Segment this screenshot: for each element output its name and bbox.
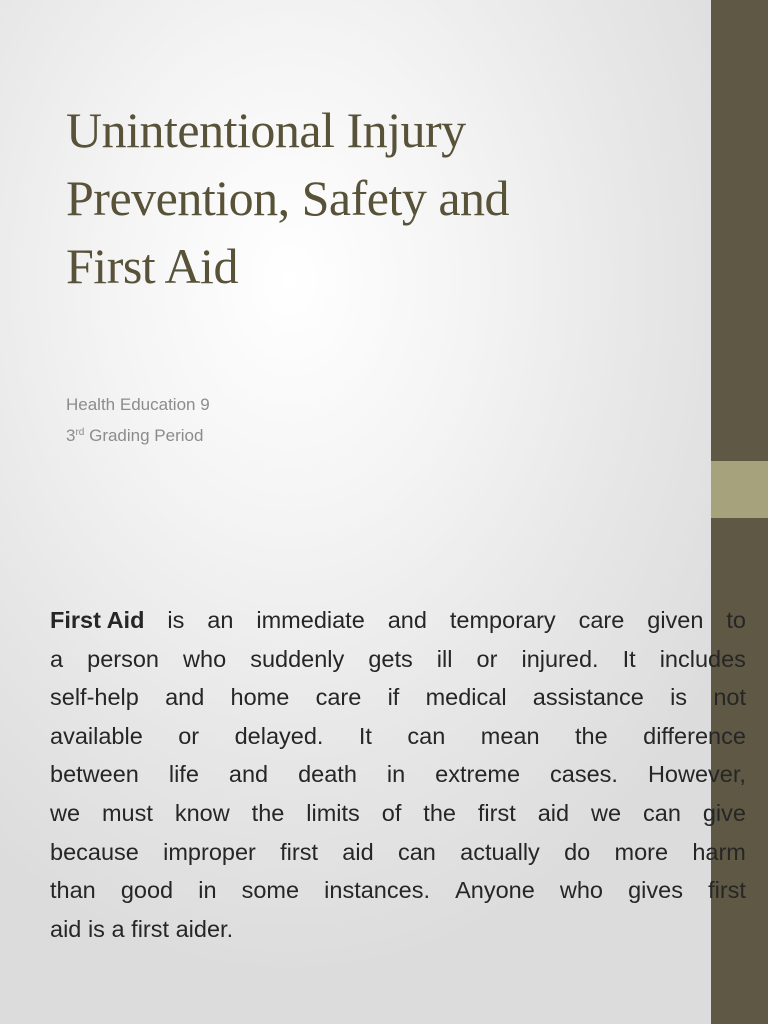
body-word: not [713, 684, 746, 711]
slide-title [66, 96, 686, 300]
body-word: and [387, 607, 427, 633]
body-word: care [315, 684, 362, 711]
body-paragraph [50, 601, 746, 948]
body-word: or [476, 645, 498, 672]
body-word: improper [163, 838, 256, 865]
body-word: care [578, 607, 625, 633]
body-word: limits [306, 799, 360, 826]
body-word: or [178, 722, 200, 749]
body-word: to [726, 607, 746, 633]
body-word: the [423, 799, 456, 826]
body-word: a [50, 645, 64, 672]
body-line [50, 833, 746, 872]
body-word: give [702, 799, 746, 826]
period-label: Grading Period [84, 426, 204, 445]
body-word: is [87, 915, 105, 942]
body-word: assistance [532, 684, 644, 711]
body-word: in [198, 877, 217, 904]
body-word: suddenly [250, 645, 345, 672]
body-word: death [298, 761, 357, 788]
body-word: gets [368, 645, 413, 672]
body-line [50, 755, 746, 794]
body-word: extreme [435, 761, 521, 788]
body-word: an [207, 607, 234, 633]
body-word: cases. [550, 761, 618, 788]
body-word: person [87, 645, 159, 672]
side-bar-accent [711, 461, 768, 518]
body-word: in [386, 761, 406, 788]
body-word: Anyone [455, 877, 535, 904]
title-line: Prevention, Safety and [66, 170, 510, 226]
body-word: It [358, 722, 372, 749]
body-word: instances. [324, 877, 430, 904]
body-word: a [111, 915, 125, 942]
body-word: because [50, 838, 139, 865]
slide-subtitle [66, 389, 210, 451]
body-word: is [670, 684, 688, 711]
body-word: between [50, 761, 139, 788]
period-ordinal-suffix: rd [75, 427, 85, 438]
body-word: the [251, 799, 285, 826]
body-word: first [131, 915, 170, 942]
body-word: know [174, 799, 230, 826]
body-word: difference [643, 722, 746, 749]
body-word: is [167, 607, 185, 633]
body-word: can [407, 722, 446, 749]
period-number: 3 [66, 426, 76, 445]
body-word: self-help [50, 684, 139, 711]
body-word: and [228, 761, 269, 788]
body-word: temporary [449, 607, 556, 633]
body-word: However, [647, 761, 746, 788]
body-word: first [280, 838, 319, 865]
body-word: immediate [256, 607, 365, 633]
body-word: It [622, 645, 636, 672]
body-word: first [708, 877, 746, 904]
body-word: some [241, 877, 300, 904]
body-word: injured. [521, 645, 599, 672]
body-word: can [397, 838, 436, 865]
body-word: good [120, 877, 174, 904]
defined-term: First Aid [50, 607, 145, 633]
body-word: aid [50, 915, 82, 942]
body-word: actually [460, 838, 540, 865]
body-line [50, 601, 746, 640]
body-word: life [168, 761, 199, 788]
body-word: than [50, 877, 96, 904]
body-word: first [477, 799, 516, 826]
body-word: ill [436, 645, 453, 672]
body-line [50, 717, 746, 756]
body-word: aider. [175, 915, 234, 942]
body-word: who [183, 645, 227, 672]
body-word: if [387, 684, 400, 711]
body-line [50, 794, 746, 833]
body-word: aid [537, 799, 570, 826]
body-word: and [165, 684, 205, 711]
body-word: must [101, 799, 153, 826]
body-word: home [230, 684, 290, 711]
body-word: medical [425, 684, 507, 711]
body-word: we [50, 799, 81, 826]
body-word: available [50, 722, 143, 749]
body-word: includes [659, 645, 746, 672]
body-word: harm [692, 838, 746, 865]
title-line: First Aid [66, 238, 238, 294]
body-word: delayed. [234, 722, 324, 749]
body-word: aid [342, 838, 374, 865]
body-word: of [381, 799, 402, 826]
title-line: Unintentional Injury [66, 102, 466, 158]
body-word: who [559, 877, 603, 904]
body-word: can [643, 799, 681, 826]
body-line [50, 678, 746, 717]
body-word: gives [628, 877, 683, 904]
subtitle-course: Health Education 9 [66, 395, 210, 414]
body-word: do [564, 838, 591, 865]
body-word: we [591, 799, 622, 826]
body-word: more [614, 838, 669, 865]
subtitle-period [66, 420, 210, 451]
body-line [50, 871, 746, 910]
body-line [50, 910, 746, 949]
body-line [50, 640, 746, 679]
body-word: mean [480, 722, 540, 749]
body-word: the [575, 722, 608, 749]
body-word: given [647, 607, 704, 633]
